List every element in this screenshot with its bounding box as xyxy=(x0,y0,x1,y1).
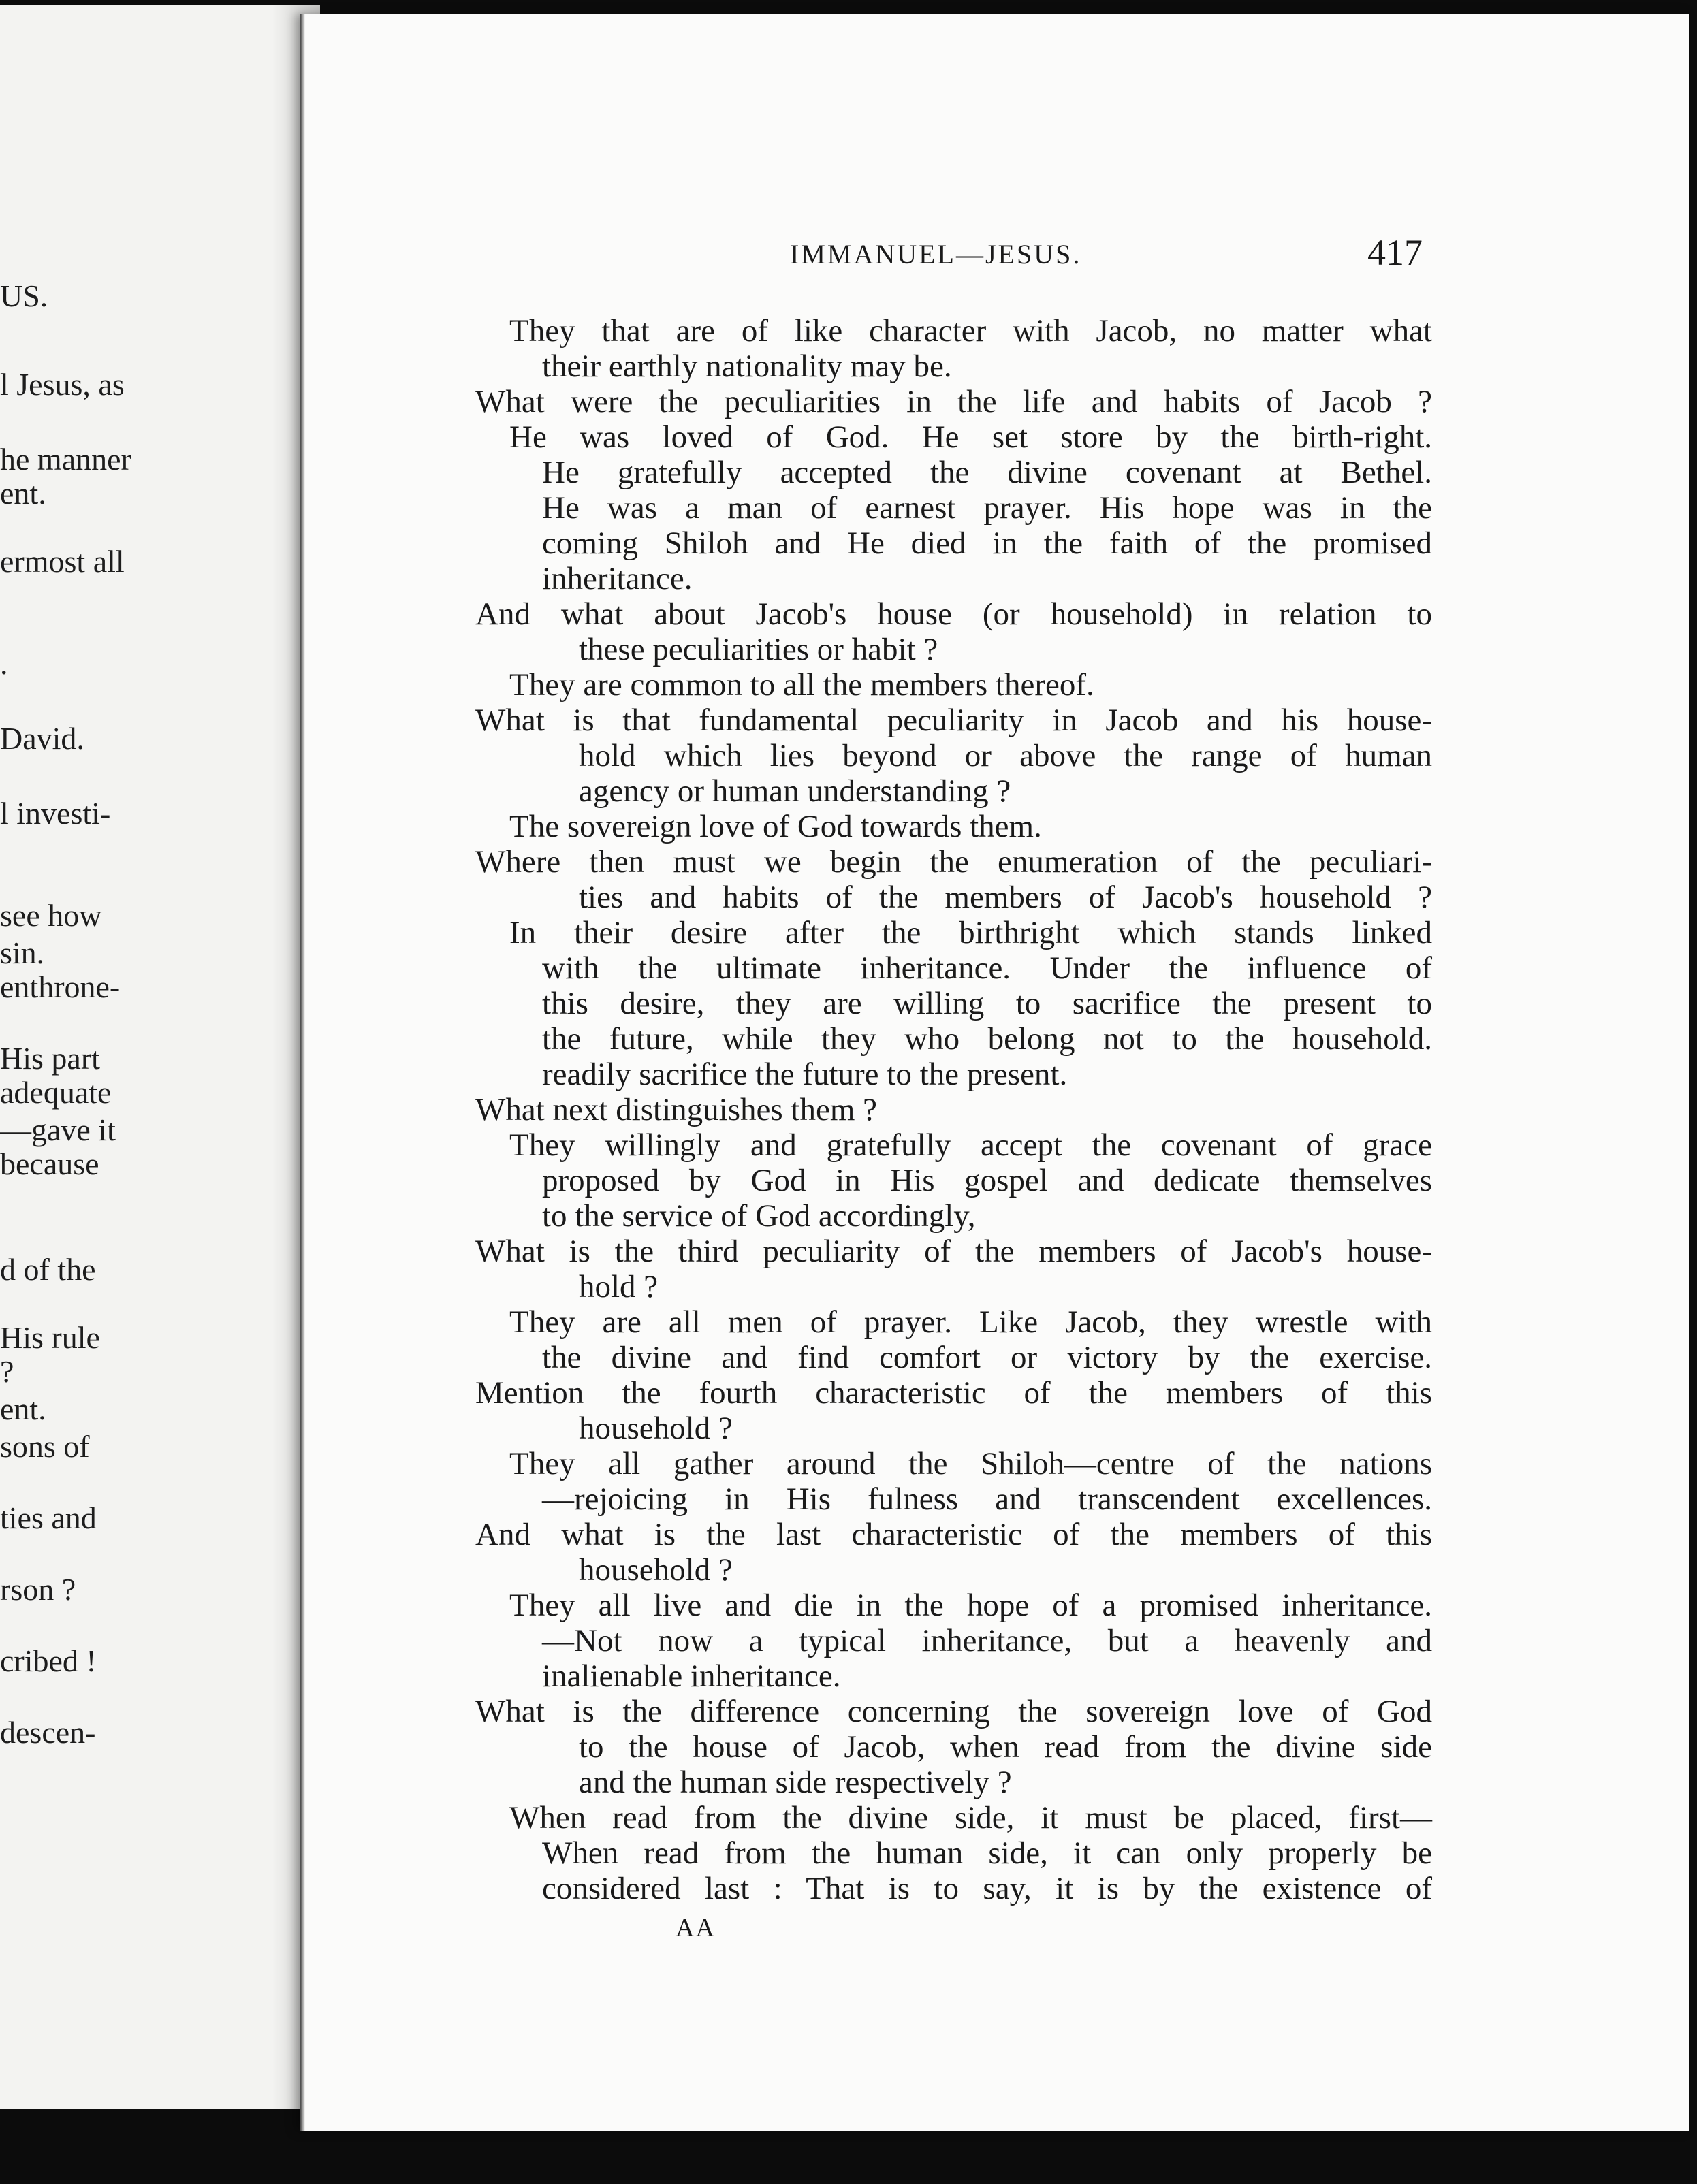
text-line: —rejoicing in His fulness and transcendent excellences. xyxy=(542,1481,1432,1517)
question-line: Where then must we begin the enumeration of the peculiari- xyxy=(475,844,1432,880)
text-line: He was a man of earnest prayer. His hope was in the xyxy=(542,490,1432,526)
left-fragment: US. xyxy=(0,278,48,313)
question-line: household ? xyxy=(579,1411,733,1446)
page-body xyxy=(300,313,1689,1906)
running-title: IMMANUEL—JESUS. xyxy=(790,239,1082,270)
text-line: The sovereign love of God towards them. xyxy=(509,809,1042,844)
text-line: the divine and find comfort or victory by the exercise. xyxy=(542,1340,1432,1375)
question-line: household ? xyxy=(579,1552,733,1588)
text-line: this desire, they are willing to sacrifice the present to xyxy=(542,986,1432,1021)
left-fragment: see how xyxy=(0,898,102,933)
text-line: —Not now a typical inheritance, but a heavenly and xyxy=(542,1623,1432,1658)
text-line: considered last : That is to say, it is by the existence of xyxy=(542,1871,1432,1906)
left-fragment: l investi- xyxy=(0,796,111,831)
text-line: They all gather around the Shiloh—centre of the nations xyxy=(509,1446,1432,1481)
text-line: In their desire after the birthright which stands linked xyxy=(509,915,1432,950)
left-fragment: sin. xyxy=(0,935,45,970)
question-line: agency or human understanding ? xyxy=(579,773,1011,809)
text-line: their earthly nationality may be. xyxy=(542,349,952,384)
left-fragment: ermost all xyxy=(0,544,125,579)
page-header xyxy=(300,231,1689,272)
text-line: He was loved of God. He set store by the birth-right. xyxy=(509,419,1432,455)
left-fragment: he manner xyxy=(0,442,131,477)
text-line: proposed by God in His gospel and dedicate themselves xyxy=(542,1163,1432,1198)
text-line: inalienable inheritance. xyxy=(542,1658,841,1694)
left-fragment: ? xyxy=(0,1354,14,1389)
left-fragment: ent. xyxy=(0,1392,46,1426)
question-line: And what about Jacob's house (or household) in relation to xyxy=(475,596,1432,632)
left-fragment: l Jesus, as xyxy=(0,367,125,402)
question-line: What is that fundamental peculiarity in Jacob and his house- xyxy=(475,703,1432,738)
left-fragment: David. xyxy=(0,721,84,756)
question-line: and the human side respectively ? xyxy=(579,1765,1012,1800)
text-line: They are common to all the members thereof. xyxy=(509,667,1094,703)
text-line: They that are of like character with Jacob, no matter what xyxy=(509,313,1432,349)
question-line: What is the difference concerning the sovereign love of God xyxy=(475,1694,1432,1729)
left-fragment: ties and xyxy=(0,1500,97,1535)
question-line: to the house of Jacob, when read from the divine side xyxy=(579,1729,1432,1765)
text-line: coming Shiloh and He died in the faith of the promised xyxy=(542,526,1432,561)
page-number: 417 xyxy=(1367,232,1423,273)
question-line: ties and habits of the members of Jacob's household ? xyxy=(579,880,1432,915)
left-fragment: descen- xyxy=(0,1715,96,1750)
left-fragment: enthrone- xyxy=(0,969,121,1004)
text-line: with the ultimate inheritance. Under the influence of xyxy=(542,950,1432,986)
question-line: And what is the last characteristic of the members of this xyxy=(475,1517,1432,1552)
text-line: the future, while they who belong not to the household. xyxy=(542,1021,1432,1057)
left-fragment: rson ? xyxy=(0,1572,76,1607)
question-line: What is the third peculiarity of the members of Jacob's house- xyxy=(475,1234,1432,1269)
left-fragment: His part xyxy=(0,1041,100,1076)
question-line: What next distinguishes them ? xyxy=(475,1092,878,1127)
left-fragment: d of the xyxy=(0,1252,96,1287)
text-line: When read from the human side, it can only properly be xyxy=(542,1835,1432,1871)
left-fragment: sons of xyxy=(0,1429,90,1464)
text-line: They all live and die in the hope of a promised inheritance. xyxy=(509,1588,1432,1623)
book-page xyxy=(300,14,1689,2131)
text-line: They are all men of prayer. Like Jacob, they wrestle with xyxy=(509,1304,1432,1340)
left-fragment: His rule xyxy=(0,1320,100,1355)
question-line: What were the peculiarities in the life and habits of Jacob ? xyxy=(475,384,1432,419)
left-fragment: ent. xyxy=(0,476,46,511)
text-line: When read from the divine side, it must be placed, first— xyxy=(509,1800,1432,1835)
left-fragment: adequate xyxy=(0,1075,112,1110)
left-fragment: because xyxy=(0,1146,99,1181)
left-fragment: —gave it xyxy=(0,1112,116,1147)
left-fragment: . xyxy=(0,646,8,681)
text-line: inheritance. xyxy=(542,561,693,596)
question-line: these peculiarities or habit ? xyxy=(579,632,938,667)
text-line: to the service of God accordingly, xyxy=(542,1198,976,1234)
signature-mark: AA xyxy=(676,1914,716,1942)
left-fragment: cribed ! xyxy=(0,1643,97,1678)
question-line: Mention the fourth characteristic of the members of this xyxy=(475,1375,1432,1411)
text-line: readily sacrifice the future to the present. xyxy=(542,1057,1068,1092)
question-line: hold ? xyxy=(579,1269,659,1304)
text-line: He gratefully accepted the divine covenant at Bethel. xyxy=(542,455,1432,490)
text-line: They willingly and gratefully accept the covenant of grace xyxy=(509,1127,1432,1163)
facing-page xyxy=(0,5,320,2109)
question-line: hold which lies beyond or above the range of human xyxy=(579,738,1432,773)
